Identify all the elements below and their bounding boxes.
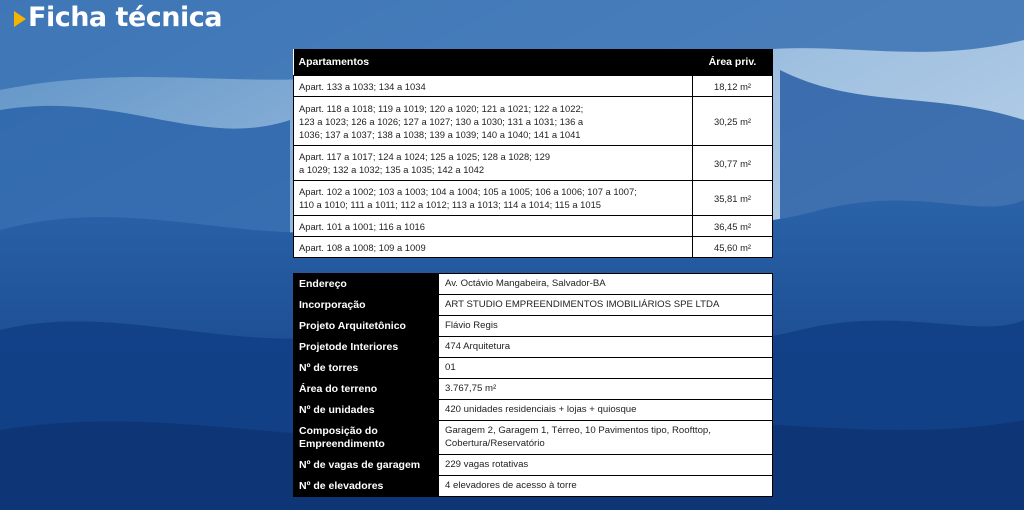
- area-cell: 30,25 m²: [693, 97, 773, 146]
- apartments-cell: Apart. 102 a 1002; 103 a 1003; 104 a 1004; 105 a 1005; 106 a 1006; 107 a 1007; 110 a 1010; 111 a 1011; 112 a 1012; 113 a 1013; 114 a 1014; 115 a 1015: [294, 181, 693, 216]
- apartments-table: [293, 49, 773, 258]
- detail-value: Garagem 2, Garagem 1, Térreo, 10 Pavimentos tipo, Roofttop, Cobertura/Reservatório: [439, 421, 773, 455]
- detail-value: 3.767,75 m²: [439, 379, 773, 400]
- detail-value: Flávio Regis: [439, 316, 773, 337]
- play-arrow-icon: [14, 11, 26, 27]
- detail-row: [294, 274, 773, 295]
- detail-value: ART STUDIO EMPREENDIMENTOS IMOBILIÁRIOS SPE LTDA: [439, 295, 773, 316]
- detail-label: Projetode Interiores: [294, 337, 439, 358]
- area-cell: 45,60 m²: [693, 237, 773, 258]
- detail-value: Av. Octávio Mangabeira, Salvador-BA: [439, 274, 773, 295]
- table-row: [294, 97, 773, 146]
- page-title-text: Ficha técnica: [28, 2, 222, 33]
- detail-row: [294, 316, 773, 337]
- detail-label: Nº de elevadores: [294, 476, 439, 497]
- table-row: [294, 146, 773, 181]
- table-row: [294, 76, 773, 97]
- apartments-cell: Apart. 133 a 1033; 134 a 1034: [294, 76, 693, 97]
- apartments-cell: Apart. 108 a 1008; 109 a 1009: [294, 237, 693, 258]
- detail-row: [294, 337, 773, 358]
- detail-label: Projeto Arquitetônico: [294, 316, 439, 337]
- table-header-row: [294, 49, 773, 76]
- detail-row: [294, 358, 773, 379]
- detail-row: [294, 295, 773, 316]
- apartments-cell: Apart. 117 a 1017; 124 a 1024; 125 a 1025; 128 a 1028; 129 a 1029; 132 a 1032; 135 a 1035; 142 a 1042: [294, 146, 693, 181]
- table-row: [294, 181, 773, 216]
- detail-value: 420 unidades residenciais + lojas + quiosque: [439, 400, 773, 421]
- detail-row: [294, 455, 773, 476]
- detail-label: Endereço: [294, 274, 439, 295]
- table-row: [294, 237, 773, 258]
- detail-row: [294, 421, 773, 455]
- page-title: [14, 2, 222, 33]
- apartments-column-header: Apartamentos: [294, 49, 693, 76]
- apartments-cell: Apart. 101 a 1001; 116 a 1016: [294, 216, 693, 237]
- detail-row: [294, 476, 773, 497]
- detail-label: Nº de torres: [294, 358, 439, 379]
- details-table: [293, 273, 773, 497]
- detail-value: 01: [439, 358, 773, 379]
- detail-row: [294, 400, 773, 421]
- detail-label: Área do terreno: [294, 379, 439, 400]
- detail-value: 4 elevadores de acesso à torre: [439, 476, 773, 497]
- area-cell: 36,45 m²: [693, 216, 773, 237]
- area-column-header: Área priv.: [693, 49, 773, 76]
- detail-label: Incorporação: [294, 295, 439, 316]
- detail-label: Nº de vagas de garagem: [294, 455, 439, 476]
- detail-label: Composição do Empreendimento: [294, 421, 439, 455]
- detail-label: Nº de unidades: [294, 400, 439, 421]
- area-cell: 30,77 m²: [693, 146, 773, 181]
- detail-value: 474 Arquitetura: [439, 337, 773, 358]
- area-cell: 35,81 m²: [693, 181, 773, 216]
- detail-row: [294, 379, 773, 400]
- area-cell: 18,12 m²: [693, 76, 773, 97]
- apartments-cell: Apart. 118 a 1018; 119 a 1019; 120 a 1020; 121 a 1021; 122 a 1022; 123 a 1023; 126 a 1026; 127 a 1027; 130 a 1030; 131 a 1031; 136 a 1036; 137 a 1037; 138 a 1038; 139 a 1039; 140 a 1040; 141 a 1041: [294, 97, 693, 146]
- detail-value: 229 vagas rotativas: [439, 455, 773, 476]
- table-row: [294, 216, 773, 237]
